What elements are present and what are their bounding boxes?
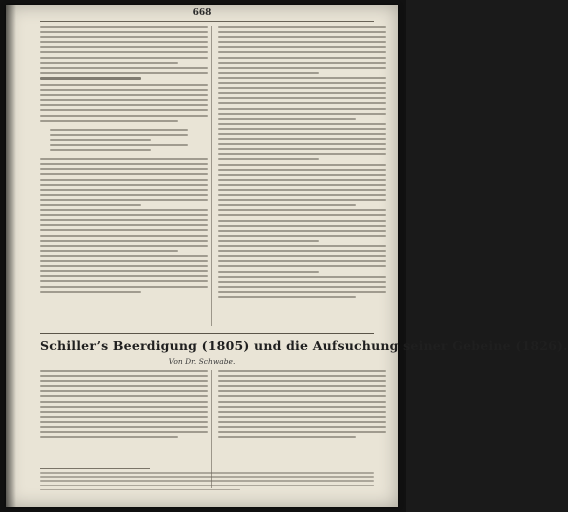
text-line (40, 41, 208, 43)
text-line (40, 245, 208, 247)
text-line (40, 286, 208, 288)
text-line (40, 406, 208, 408)
text-line (218, 209, 386, 211)
text-line (218, 184, 386, 186)
book-page (6, 5, 568, 507)
text-line (40, 84, 208, 86)
text-line (40, 89, 208, 91)
text-line (218, 174, 386, 176)
text-line (218, 260, 386, 262)
footnote-text (40, 472, 374, 493)
text-line (218, 97, 386, 99)
article-title: Schiller’s Beerdigung (1805) und die Aufsuchung seiner Gebeine (1826). (40, 338, 568, 353)
text-line (218, 36, 386, 38)
text-line (40, 67, 208, 69)
text-line (40, 179, 208, 181)
article-left-column-text (40, 370, 208, 441)
column-divider (211, 26, 212, 326)
text-line (218, 416, 386, 418)
text-line (40, 204, 141, 206)
text-line (40, 229, 208, 231)
text-line (40, 104, 208, 106)
text-line (40, 476, 374, 478)
text-line (40, 51, 208, 53)
text-line (218, 395, 386, 397)
text-line (40, 163, 208, 165)
text-line (40, 184, 208, 186)
text-line (40, 224, 208, 226)
text-line (218, 411, 386, 413)
text-line (218, 108, 386, 110)
text-line (40, 291, 141, 293)
text-line (218, 148, 386, 150)
text-line (218, 375, 386, 377)
text-line (40, 46, 208, 48)
article-right-column-text (218, 370, 386, 441)
section-divider (40, 333, 374, 334)
article-byline: Von Dr. Schwabe. (168, 357, 236, 366)
text-line (218, 436, 356, 438)
text-line (218, 204, 356, 206)
text-line (50, 149, 151, 151)
text-line (40, 480, 374, 482)
text-line (40, 189, 208, 191)
text-line (218, 143, 386, 145)
text-line (218, 51, 386, 53)
text-line (218, 250, 386, 252)
text-line (218, 194, 386, 196)
text-line (218, 235, 386, 237)
page-gutter-shadow (6, 5, 16, 507)
text-line (40, 26, 208, 28)
text-line (40, 57, 208, 59)
text-line (218, 158, 319, 160)
text-line (218, 214, 386, 216)
text-line (218, 380, 386, 382)
text-line (218, 431, 386, 433)
text-line (218, 46, 386, 48)
text-line (40, 390, 208, 392)
text-line (218, 220, 386, 222)
text-line (218, 113, 386, 115)
text-line (40, 250, 178, 252)
text-line (218, 169, 386, 171)
text-line (40, 416, 208, 418)
text-line (218, 87, 386, 89)
text-line (218, 153, 386, 155)
text-line (218, 225, 386, 227)
text-line (40, 472, 374, 474)
right-column-text (218, 26, 386, 301)
text-line (40, 275, 208, 277)
text-line (218, 128, 386, 130)
left-column-text (40, 26, 208, 296)
text-line (40, 265, 208, 267)
text-line (218, 31, 386, 33)
text-line (218, 265, 386, 267)
text-line (218, 26, 386, 28)
text-line (40, 380, 208, 382)
text-line (218, 385, 386, 387)
text-line (40, 62, 178, 64)
text-line (218, 67, 386, 69)
text-line (40, 426, 208, 428)
text-line (40, 270, 208, 272)
article-column-divider (211, 370, 212, 488)
text-line (40, 72, 208, 74)
text-line (218, 72, 319, 74)
text-line (218, 240, 319, 242)
text-line (50, 134, 188, 136)
text-line (50, 144, 188, 146)
text-line (40, 109, 208, 111)
text-line (40, 194, 208, 196)
text-line (218, 370, 386, 372)
text-line (218, 421, 386, 423)
text-line (40, 209, 208, 211)
text-line (218, 118, 356, 120)
text-line (218, 164, 386, 166)
text-line (40, 36, 208, 38)
text-line (218, 92, 386, 94)
text-line (218, 426, 386, 428)
page-number: 668 (192, 8, 212, 18)
text-line (218, 179, 386, 181)
text-line (218, 133, 386, 135)
text-line (218, 276, 386, 278)
text-line (40, 431, 208, 433)
text-line (40, 219, 208, 221)
text-line (218, 281, 386, 283)
text-line (218, 390, 386, 392)
text-line (40, 255, 208, 257)
footnote-rule (40, 468, 150, 469)
text-line (218, 57, 386, 59)
text-line (218, 41, 386, 43)
text-line (40, 421, 208, 423)
text-line (218, 189, 386, 191)
text-line (218, 255, 386, 257)
text-line (40, 375, 208, 377)
text-line (40, 401, 208, 403)
text-line (218, 62, 386, 64)
text-line (218, 291, 386, 293)
text-line (218, 199, 386, 201)
text-line (40, 485, 374, 487)
text-line (40, 260, 208, 262)
text-line (218, 138, 386, 140)
text-line (50, 129, 188, 131)
text-line (218, 286, 386, 288)
text-line (218, 406, 386, 408)
text-line (218, 82, 386, 84)
text-line (40, 115, 208, 117)
text-line (40, 411, 208, 413)
text-line (40, 235, 208, 237)
text-line (40, 240, 208, 242)
text-line (218, 123, 386, 125)
text-line (40, 99, 208, 101)
text-line (40, 280, 208, 282)
text-line (40, 385, 208, 387)
text-line (218, 296, 356, 298)
text-line (218, 271, 319, 273)
text-line (40, 370, 208, 372)
text-line (40, 158, 208, 160)
text-line (40, 77, 141, 80)
text-line (40, 199, 208, 201)
text-line (218, 77, 386, 79)
header-rule (40, 21, 374, 22)
text-line (218, 230, 386, 232)
text-line (40, 436, 178, 438)
text-line (50, 139, 151, 141)
text-line (40, 31, 208, 33)
text-line (218, 102, 386, 104)
text-line (40, 489, 240, 491)
text-line (40, 168, 208, 170)
text-line (40, 395, 208, 397)
text-line (40, 173, 208, 175)
text-line (40, 120, 178, 122)
text-line (40, 94, 208, 96)
text-line (218, 245, 386, 247)
text-line (218, 401, 386, 403)
text-line (40, 214, 208, 216)
